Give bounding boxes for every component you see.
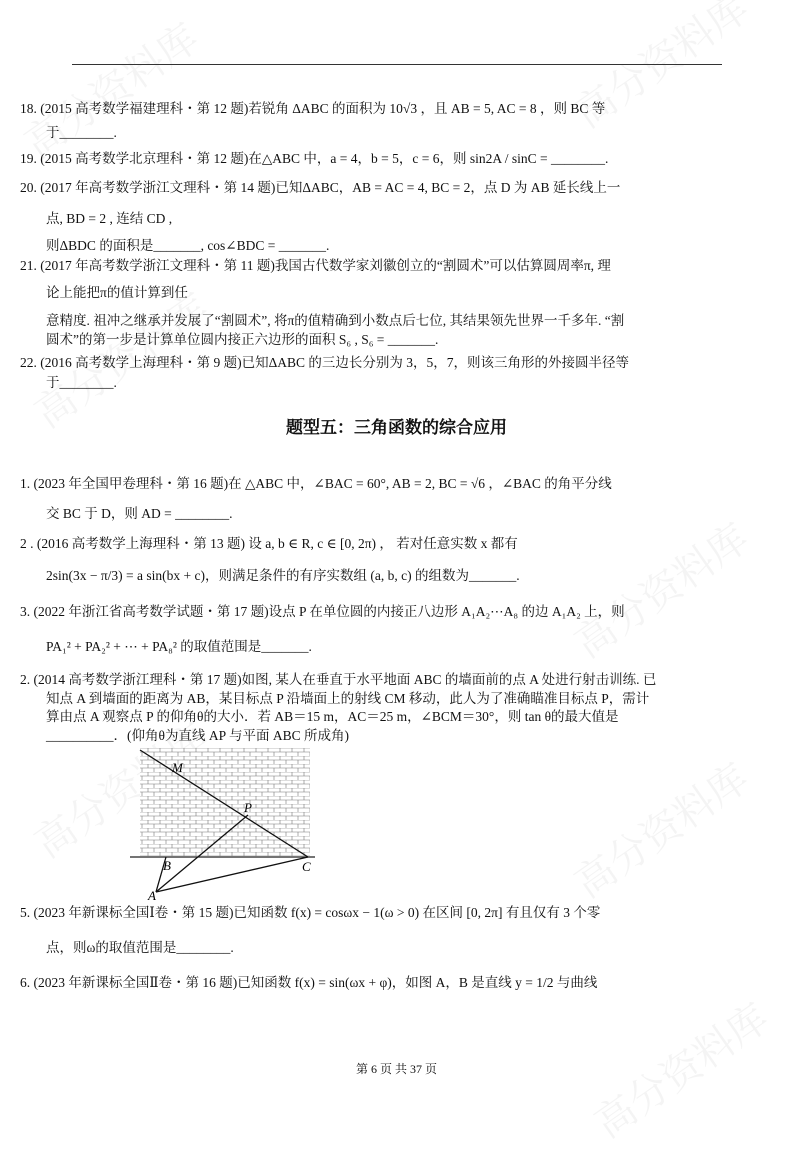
section-title: 题型五：三角函数的综合应用 (286, 418, 507, 438)
label-m: M (172, 760, 183, 775)
q2-line2: 2sin(3x − π/3) = a sin(bx + c)，则满足条件的有序实数组 (a, b, c) 的组数为_______. (46, 568, 520, 583)
q20-line3: 则ΔBDC 的面积是_______, cos∠BDC = _______. (46, 238, 330, 253)
q22-line1: 22. (2016 高考数学上海理科・第 9 题)已知ΔABC 的三边长分别为 3，5，7，则该三角形的外接圆半径等 (20, 355, 630, 370)
q21-line1: 21. (2017 年高考数学浙江文理科・第 11 题)我国古代数学家刘徽创立的“割圆术”可以估算圆周率π, 理 (20, 258, 611, 273)
q20-line2: 点, BD = 2 , 连结 CD , (46, 211, 173, 226)
q5-line1: 5. (2023 年新课标全国Ⅰ卷・第 15 题)已知函数 f(x) = cosωx − 1(ω > 0) 在区间 [0, 2π] 有且仅有 3 个零 (20, 905, 601, 920)
q21-line2: 论上能把π的值计算到任 (46, 285, 188, 300)
q3-line2: PA₁² + PA₂² + ⋯ + PA₈² 的取值范围是_______. (46, 639, 312, 654)
label-a: A (148, 888, 156, 900)
q22-line2: 于________. (46, 375, 117, 390)
line-ac (156, 857, 308, 892)
q19-line: 19. (2015 高考数学北京理科・第 12 题)在△ABC 中，a = 4，b = 5，c = 6，则 sin2A / sinC = ________. (20, 151, 609, 166)
wall-figure (130, 740, 330, 900)
brick-wall (140, 748, 310, 856)
q5-line2: 点，则ω的取值范围是________. (46, 940, 234, 955)
label-p: P (244, 800, 252, 815)
q4-line1: 2. (2014 高考数学浙江理科・第 17 题)如图, 某人在垂直于水平地面 ABC 的墙面前的点 A 处进行射击训练. 已 (20, 672, 657, 687)
q21-line3: 意精度. 祖冲之继承并发展了“割圆术”, 将π的值精确到小数点后七位, 其结果领先世界一千多年. “割 (46, 313, 625, 328)
q1-line1: 1. (2023 年全国甲卷理科・第 16 题)在 △ABC 中，∠BAC = 60°, AB = 2, BC = √6 ，∠BAC 的角平分线 (20, 476, 612, 491)
q21-line4: 圆术”的第一步是计算单位圆内接正六边形的面积 S₆ , S₆ = _______. (46, 332, 439, 347)
q4-line2: 知点 A 到墙面的距离为 AB，某目标点 P 沿墙面上的射线 CM 移动，此人为了准确瞄准目标点 P，需计 (46, 691, 650, 706)
q4-line4: __________．(仰角θ为直线 AP 与平面 ABC 所成角) (46, 728, 349, 743)
label-c: C (302, 859, 311, 874)
q3-line1: 3. (2022 年浙江省高考数学试题・第 17 题)设点 P 在单位圆的内接正八边形 A₁A₂⋯A₈ 的边 A₁A₂ 上，则 (20, 604, 625, 619)
q20-line1: 20. (2017 年高考数学浙江文理科・第 14 题)已知ΔABC，AB = AC = 4, BC = 2，点 D 为 AB 延长线上一 (20, 180, 621, 195)
page-footer: 第 6 页 共 37 页 (355, 1062, 437, 1076)
q18-line1: 18. (2015 高考数学福建理科・第 12 题)若锐角 ΔABC 的面积为 10√3 ，且 AB = 5, AC = 8 ，则 BC 等 (20, 101, 606, 116)
q4-line3: 算由点 A 观察点 P 的仰角θ的大小．若 AB＝15 m，AC＝25 m，∠BCM＝30°，则 tan θ的最大值是 (46, 709, 619, 724)
q6-line1: 6. (2023 年新课标全国Ⅱ卷・第 16 题)已知函数 f(x) = sin(ωx + φ)，如图 A，B 是直线 y = 1/2 与曲线 (20, 975, 598, 990)
label-b: B (163, 858, 171, 873)
header-rule (72, 64, 722, 65)
q2-line1: 2 . (2016 高考数学上海理科・第 13 题) 设 a, b ∈ R, c ∈ [0, 2π) ， 若对任意实数 x 都有 (20, 536, 518, 551)
q18-line2: 于________. (46, 125, 117, 140)
q1-line2: 交 BC 于 D，则 AD = ________. (46, 506, 233, 521)
